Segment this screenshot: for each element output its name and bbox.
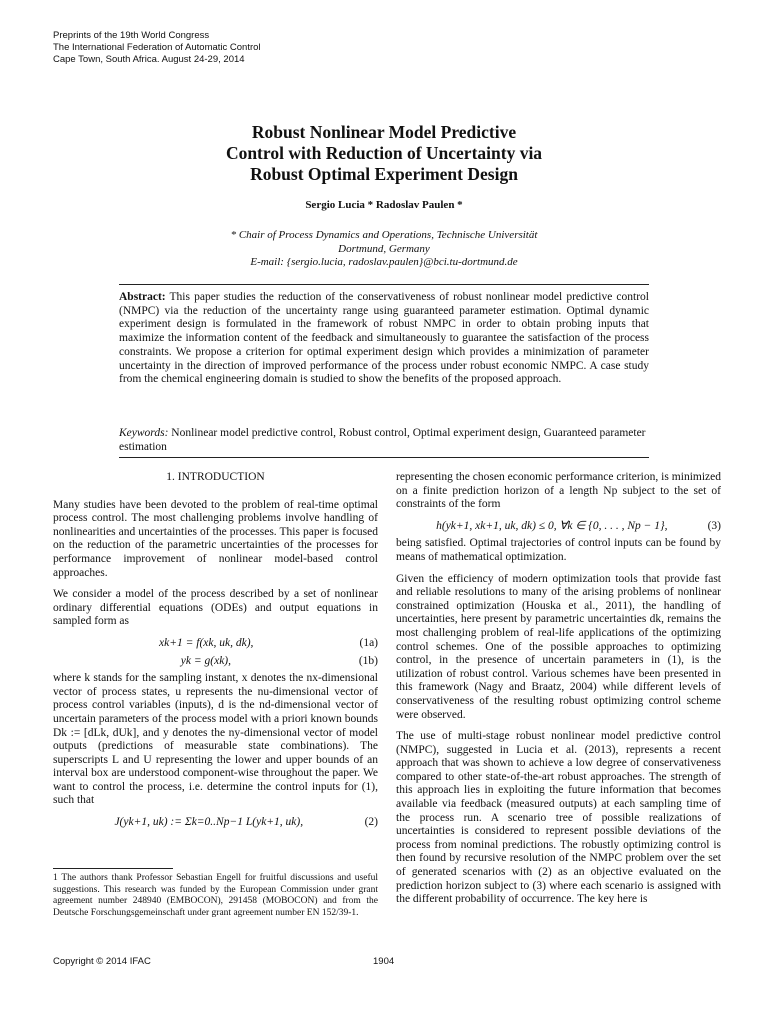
- abstract-top-rule: [119, 284, 649, 285]
- intro-paragraph-2: We consider a model of the process described by a set of nonlinear ordinary differential equations (ODEs) and output equations in sampled form as: [53, 588, 378, 628]
- header-line-3: Cape Town, South Africa. August 24-29, 2014: [53, 54, 245, 65]
- equation-1b-body: yk = g(xk),: [180, 654, 232, 667]
- keywords-label: Keywords:: [119, 427, 169, 439]
- paper-title: [120, 122, 648, 185]
- abstract: [119, 291, 649, 387]
- title-line-3: Robust Optimal Experiment Design: [250, 164, 518, 184]
- equation-2: [53, 816, 378, 830]
- title-line-2: Control with Reduction of Uncertainty via: [225, 143, 543, 163]
- equation-1a-body: xk+1 = f(xk, uk, dk),: [159, 636, 254, 649]
- equation-1b-number: (1b): [358, 654, 378, 667]
- header-line-1: Preprints of the 19th World Congress: [53, 30, 210, 41]
- equation-1b: [53, 655, 378, 669]
- keywords-text: Nonlinear model predictive control, Robust control, Optimal experiment design, Guaranteed parameter estimation: [119, 427, 646, 453]
- right-paragraph-4: The use of multi-stage robust nonlinear model predictive control (NMPC), suggested in Lucia et al. (2013), represents a recent approach that was shown to achieve a low degree of conservativeness compared to other state-of-the-art robust approaches. The strength of this approach lies in exploiting the future information that becomes available via feedback (measured outputs) at each sampling time of the process run. A scenario tree of possible realizations of uncertainties is considered to represent possible deviations of the process from nominal predictions. The robustly optimizing control is then found by recursive resolution of the NMPC problem over the set of generated scenarios with (2) as an objective evaluated on the prediction horizon subject to (3) where each scenario is assigned with the different probability of occurrence. The key here is: [396, 730, 721, 906]
- right-paragraph-3: Given the efficiency of modern optimization tools that provide fast and reliable resolutions to many of the arising problems of nonlinear constrained optimization (Houska et al., 2011), the handling of uncertainties, here present by parametric uncertainties dk, remains the most challenging problem of real-life applications of the optimizing control schemes. One of the possible approaches to optimizing control, in the presence of uncertain parameters in (1), is the utilization of robust control. Various schemes have been presented in this framework (Nagy and Braatz, 2004) while different levels of conservativeness of the resulting robust optimizing control scheme were observed.: [396, 572, 721, 721]
- right-paragraph-1: representing the chosen economic performance criterion, is minimized on a finite prediction horizon of a length Np subject to the set of constraints of the form: [396, 471, 721, 511]
- affiliation-line-2: Dortmund, Germany: [338, 242, 430, 255]
- equation-3-number: (3): [707, 519, 721, 532]
- abstract-label: Abstract:: [119, 291, 166, 303]
- conference-header: [53, 30, 261, 66]
- affiliation: [120, 229, 648, 270]
- affiliation-email: E-mail: {sergio.lucia, radoslav.paulen}@bci.tu-dortmund.de: [250, 256, 518, 268]
- abstract-text: This paper studies the reduction of the conservativeness of robust nonlinear model predictive control (NMPC) via the reduction of the uncertainty range using guaranteed parameter estimation. Optimal dynamic experiment design is formulated in the framework of robust NMPC in order to obtain probing inputs that maximize the information content of the feedback and simultaneously to guarantee the satisfaction of the process constraints. We propose a criterion for optimal experiment design which provides a minimization of parameter uncertainty in the direction of improved performance of the process under robust economic NMPC. A case study from the chemical engineering domain is studied to show the benefits of the proposed approach.: [119, 291, 649, 386]
- intro-paragraph-1: Many studies have been devoted to the problem of real-time optimal process control. The most challenging problems involve handling of nonlinearities and uncertainties of the processes. This paper is focused on the reduction of the parametric uncertainties of the processes for performance improvement of nonlinear model-based control approaches.: [53, 498, 378, 579]
- equation-1a: [53, 637, 378, 651]
- equation-3-body: h(yk+1, xk+1, uk, dk) ≤ 0, ∀k ∈ {0, . . . , Np − 1},: [436, 519, 668, 532]
- intro-paragraph-3: where k stands for the sampling instant, x denotes the nx-dimensional vector of process states, u represents the nu-dimensional vector of process control variables (inputs), d is the nd-dimensional vector of uncertain parameters of the process model with a priori known bounds Dk := [dLk, dUk], and y denotes the ny-dimensional vector of model outputs (predictions of measurable state combinations). The superscripts L and U representing the lower and upper bounds of an interval box are understood component-wise throughout the paper. We want to control the process, i.e. determine the control inputs for (1), such that: [53, 672, 378, 807]
- right-paragraph-2: being satisfied. Optimal trajectories of control inputs can be found by means of mathematical optimization.: [396, 537, 721, 563]
- title-line-1: Robust Nonlinear Model Predictive: [251, 122, 517, 142]
- copyright-notice: Copyright © 2014 IFAC: [53, 956, 151, 967]
- right-column: [396, 471, 721, 915]
- equation-2-body: J(yk+1, uk) := Σk=0..Np−1 L(yk+1, uk),: [114, 816, 304, 829]
- equation-3: [396, 520, 721, 534]
- equation-1a-number: (1a): [359, 636, 378, 649]
- affiliation-line-1: * Chair of Process Dynamics and Operations, Technische Universität: [230, 229, 538, 241]
- section-heading-introduction: 1. INTRODUCTION: [166, 471, 265, 483]
- footnote: 1 The authors thank Professor Sebastian Engell for fruitful discussions and useful suggestions. This research was funded by the European Commission under grant agreement number 248940 (EMBOCON), 291458 (MOBOCON) and from the Deutsche Forschungsgemeinschaft under grant agreement number EN 152/39-1.: [53, 873, 378, 918]
- keywords: [119, 427, 649, 454]
- left-column: [53, 471, 378, 834]
- page-number: 1904: [373, 956, 395, 967]
- footnote-rule: [53, 868, 173, 869]
- keywords-bottom-rule: [119, 457, 649, 458]
- authors: Sergio Lucia * Radoslav Paulen *: [305, 199, 463, 211]
- equation-2-number: (2): [364, 816, 378, 829]
- header-line-2: The International Federation of Automatic Control: [53, 42, 261, 53]
